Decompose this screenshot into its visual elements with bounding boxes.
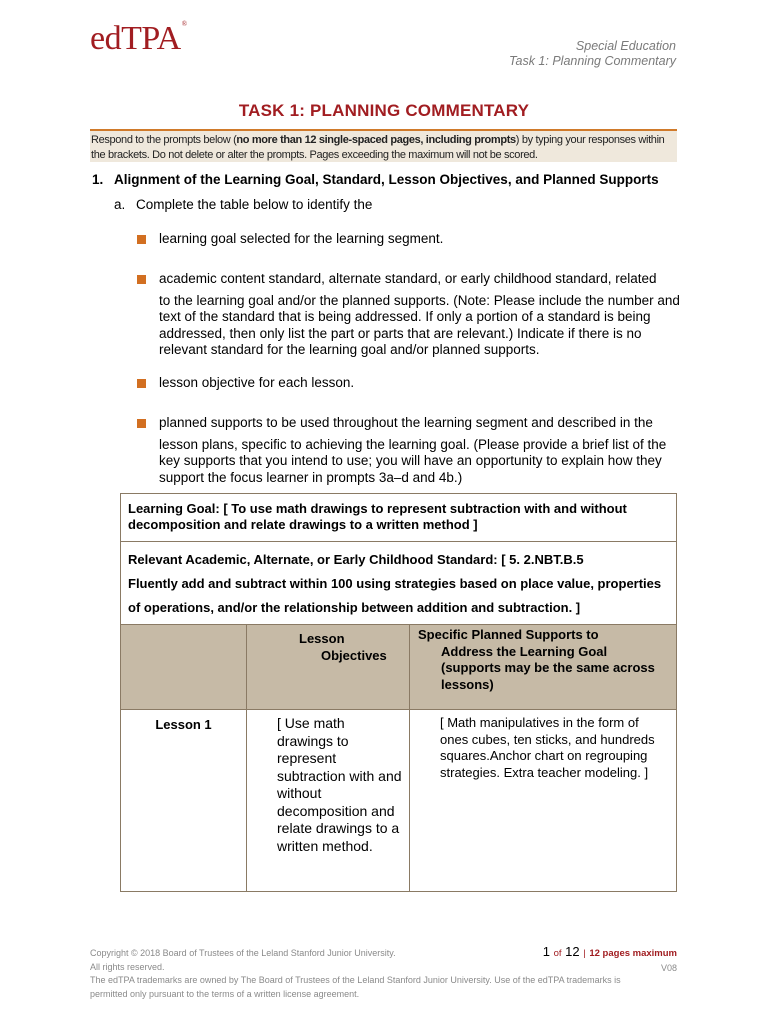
page-maximum: 12 pages maximum (589, 948, 677, 959)
header-objectives-line-2: Objectives (321, 648, 387, 663)
instructions-box (90, 129, 677, 162)
footer-page-info (543, 944, 677, 976)
bullet-standard (137, 271, 682, 359)
page-separator: | (583, 948, 586, 959)
standard-cell[interactable] (121, 542, 677, 625)
instructions-text-a: Respond to the prompts below ( (91, 134, 237, 146)
instructions-bold: no more than 12 single-spaced pages, including prompts (236, 134, 516, 146)
bullet-text-rest: lesson plans, specific to achieving the learning goal. (Please provide a brief list of the key supports that you intend to use; you will have an opportunity to explain how they support the focus learner in prompts 3a–d and 4b.) (159, 436, 667, 485)
rights-text: All rights reserved. (90, 961, 165, 972)
sub-question-text: Complete the table below to identify the (136, 197, 373, 212)
square-bullet-icon (137, 275, 146, 284)
question-heading-text: Alignment of the Learning Goal, Standard, Lesson Objectives, and Planned Supports (114, 172, 659, 187)
sub-question-letter: a. (114, 197, 126, 212)
lesson-objective-cell[interactable]: [ Use math drawings to represent subtraction with and without decomposition and relate drawings to a written method. (247, 710, 410, 892)
header-subject: Special Education (575, 39, 676, 53)
header-objectives-line-1: Lesson (299, 631, 345, 646)
square-bullet-icon (137, 235, 146, 244)
bullet-text-rest: to the learning goal and/or the planned supports. (Note: Please include the number and text of the standard that is being addressed. If only a portion of a standard is being addressed, then only list the part or parts that are relevant.) Indicate if there is no relevant standard for the learning goal and/or planned supports. (159, 292, 680, 357)
copyright-text: Copyright © 2018 Board of Trustees of the Leland Stanford Junior University. (90, 948, 396, 958)
lesson-supports-cell[interactable]: [ Math manipulatives in the form of ones cubes, ten sticks, and hundreds squares.Anchor chart on regrouping strategies. Extra teacher modeling. ] (410, 710, 677, 892)
trademark-text: The edTPA trademarks are owned by The Board of Trustees of the Leland Stanford Junior University. Use of the edTPA trademarks is permitted only pursuant to the terms of a written license agreement. (90, 975, 621, 999)
question-number: 1. (92, 172, 104, 187)
page-title: TASK 1: PLANNING COMMENTARY (238, 101, 530, 120)
page-current: 1 (542, 944, 550, 959)
square-bullet-icon (137, 419, 146, 428)
page-indicator (543, 944, 677, 961)
registered-mark: ® (181, 20, 187, 28)
instructions-line-2: the brackets. Do not delete or alter the prompts. Pages exceeding the maximum will not be scored. (91, 149, 538, 161)
instructions-text-b: ) by typing your responses within (515, 134, 665, 146)
learning-goal-cell[interactable]: Learning Goal: [ To use math drawings to represent subtraction with and without decomposition and relate drawings to a written method ] (121, 494, 677, 542)
page-of: of (553, 948, 562, 959)
table-row (121, 710, 677, 892)
bullet-text-first-line: planned supports to be used throughout the learning segment and described in the (159, 415, 653, 430)
learning-segment-table (120, 493, 677, 892)
standard-label-line: Relevant Academic, Alternate, or Early Childhood Standard: [ 5. 2.NBT.B.5 (128, 552, 584, 567)
logo-text: edTPA (90, 20, 181, 57)
bullet-text: learning goal selected for the learning segment. (159, 231, 444, 246)
question-1a (114, 197, 372, 212)
header-supports-rest: Address the Learning Goal (supports may be the same across lessons) (441, 643, 655, 692)
header-supports-line-1: Specific Planned Supports to (418, 627, 599, 642)
page-total: 12 (565, 944, 580, 959)
bullet-text-first-line: academic content standard, alternate standard, or early childhood standard, related (159, 271, 657, 286)
header-task: Task 1: Planning Commentary (509, 54, 676, 68)
bullet-text: lesson objective for each lesson. (159, 375, 355, 390)
table-header-empty (121, 625, 247, 710)
question-1-heading (92, 172, 659, 187)
standard-text: Fluently add and subtract within 100 using strategies based on place value, properties of operations, and/or the relationship between addition and subtraction. ] (128, 576, 662, 615)
bullet-planned-supports (137, 415, 682, 486)
edtpa-logo (90, 20, 187, 58)
lesson-label: Lesson 1 (121, 710, 247, 892)
bullet-learning-goal (137, 231, 682, 253)
table-header-objectives (247, 625, 410, 710)
running-header (509, 39, 676, 69)
version-label: V08 (660, 963, 677, 973)
square-bullet-icon (137, 379, 146, 388)
bullet-lesson-objective (137, 375, 682, 397)
table-header-supports (410, 625, 677, 710)
instructions-line-1 (91, 133, 677, 148)
